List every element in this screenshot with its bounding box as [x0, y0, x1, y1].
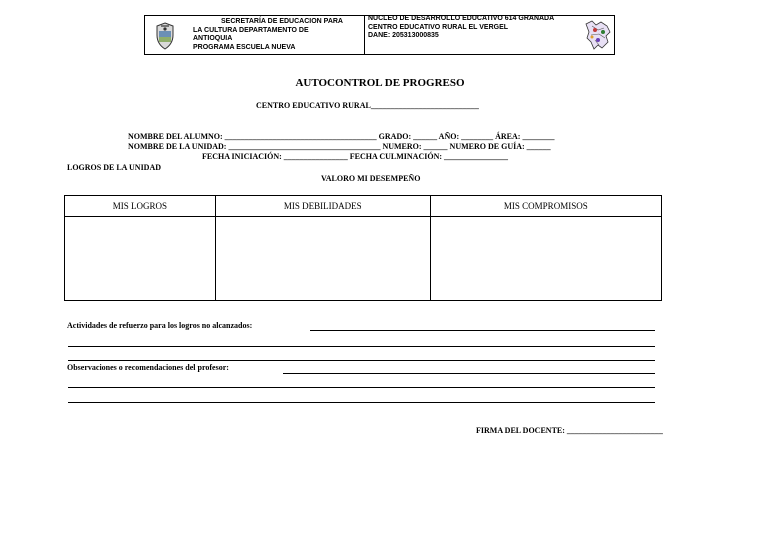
- observaciones-line[interactable]: [68, 387, 655, 388]
- header-left-line: LA CULTURA DEPARTAMENTO DE: [193, 26, 309, 34]
- header-left-line: ANTIOQUIA: [193, 35, 233, 42]
- antioquia-map-icon: [583, 18, 613, 52]
- actividades-label: Actividades de refuerzo para los logros no alcanzados:: [67, 321, 253, 330]
- column-header: MIS LOGROS: [65, 196, 216, 217]
- header-left-line: SECRETARÍA DE EDUCACION PARA: [221, 18, 343, 25]
- column-header: MIS COMPROMISOS: [430, 196, 661, 217]
- header-right-line: CENTRO EDUCATIVO RURAL EL VERGEL: [368, 23, 509, 31]
- column-header: MIS DEBILIDADES: [215, 196, 430, 217]
- observaciones-line[interactable]: [68, 402, 655, 403]
- actividades-line[interactable]: [68, 346, 655, 347]
- centro-educativo-line: CENTRO EDUCATIVO RURAL___________________________: [256, 101, 479, 110]
- header-right-text: [368, 15, 578, 41]
- valoro-label: VALORO MI DESEMPEÑO: [321, 174, 421, 183]
- student-info-line: NOMBRE DEL ALUMNO: ______________________________________ GRADO: ______ AÑO: ________ ÁREA: ________: [128, 132, 555, 141]
- logros-cell[interactable]: [65, 217, 216, 301]
- page-title: AUTOCONTROL DE PROGRESO: [295, 77, 465, 89]
- observaciones-label: Observaciones o recomendaciones del profesor:: [67, 363, 229, 372]
- header-right-line: DANE: 205313000835: [368, 32, 439, 39]
- header-left-text: [193, 18, 363, 52]
- table-row: [65, 217, 662, 301]
- header-divider: [364, 16, 365, 54]
- unit-info-line: NOMBRE DE LA UNIDAD: ______________________________________ NUMERO: ______ NUMERO DE GUÍA: ______: [128, 142, 551, 151]
- header-right-line: NUCLEO DE DESARROLLO EDUCATIVO 614 GRANADA: [368, 15, 555, 22]
- compromisos-cell[interactable]: [430, 217, 661, 301]
- firma-docente-line: FIRMA DEL DOCENTE: ________________________: [476, 426, 663, 435]
- header-box: [144, 15, 615, 55]
- actividades-line[interactable]: [310, 330, 655, 331]
- debilidades-cell[interactable]: [215, 217, 430, 301]
- coat-of-arms-icon: [154, 22, 176, 50]
- performance-table: [64, 195, 662, 301]
- logros-label: LOGROS DE LA UNIDAD: [67, 163, 162, 172]
- header-left-line: PROGRAMA ESCUELA NUEVA: [193, 43, 296, 51]
- observaciones-line[interactable]: [283, 373, 655, 374]
- table-header-row: [65, 196, 662, 217]
- divider-line: [68, 360, 655, 361]
- dates-line: FECHA INICIACIÓN: ________________ FECHA CULMINACIÓN: ________________: [202, 152, 509, 161]
